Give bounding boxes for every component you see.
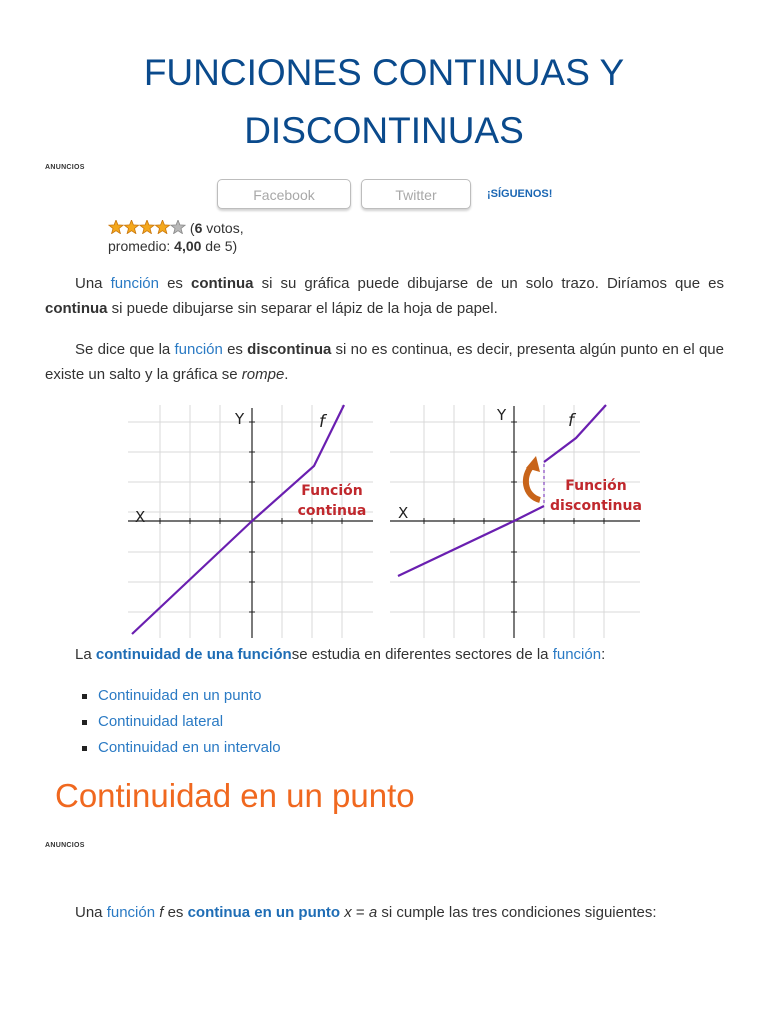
text: si su gráfica puede dibujarse de un solo trazo. Diríamos que es <box>253 275 725 292</box>
function-f-label: f <box>319 412 325 432</box>
ads-label: ANUNCIOS <box>45 842 85 849</box>
text: es <box>158 275 191 292</box>
text: Una <box>75 904 107 921</box>
ads-label: ANUNCIOS <box>45 164 85 171</box>
x-axis-label: X <box>135 508 146 526</box>
y-axis-label: Y <box>235 410 245 428</box>
funcion-link[interactable]: función <box>552 646 602 663</box>
link-continuidad-intervalo[interactable]: Continuidad en un intervalo <box>98 739 281 756</box>
title-line-1: FUNCIONES CONTINUAS Y <box>143 52 625 93</box>
average-value: 4,00 <box>174 238 202 254</box>
text: Se dice que la <box>75 341 175 358</box>
text: = <box>351 904 369 921</box>
average-of: de 5) <box>205 238 238 254</box>
votes-word: votos, <box>206 220 244 236</box>
curve-lower-branch <box>398 506 544 576</box>
paragraph-discontinua <box>45 337 724 387</box>
continuity-types-list <box>80 683 281 761</box>
y-axis-label: Y <box>497 406 507 424</box>
text: La <box>75 646 96 663</box>
continuidad-link[interactable]: continuidad de una función <box>95 646 292 663</box>
text: si cumple las tres condiciones siguientes: <box>377 904 657 921</box>
bold-discontinua: discontinua <box>247 341 332 358</box>
graph-discontinua <box>390 400 650 640</box>
paragraph-punto <box>45 900 724 925</box>
var-f: f <box>159 904 164 921</box>
rating-block: (6 votos, promedio: 4,00 de 5) <box>108 220 244 254</box>
curve-upper-branch <box>544 405 606 462</box>
list-item <box>80 709 281 735</box>
paragraph-continua <box>45 271 724 321</box>
function-f-label: f <box>568 411 574 431</box>
text: Una <box>75 275 111 292</box>
star-filled-icon[interactable] <box>124 220 138 234</box>
funcion-link[interactable]: función <box>174 341 223 358</box>
list-item <box>80 735 281 761</box>
italic-rompe: rompe <box>241 366 285 383</box>
facebook-button[interactable]: Facebook <box>217 179 351 209</box>
var-a: a <box>368 904 378 921</box>
bold-continua-2: continua <box>45 300 108 317</box>
text: . <box>284 366 289 383</box>
page-title <box>0 44 768 160</box>
rating-stars[interactable] <box>108 220 186 238</box>
label-continua: continua <box>297 503 367 519</box>
title-line-2: DISCONTINUAS <box>244 110 524 151</box>
bold-continua: continua <box>191 275 254 292</box>
text: si puede dibujarse sin separar el lápiz de la hoja de papel. <box>107 300 498 317</box>
list-item <box>80 683 281 709</box>
average-label: promedio: <box>108 238 171 254</box>
star-empty-icon[interactable] <box>171 220 185 234</box>
star-filled-icon[interactable] <box>140 220 154 234</box>
text: : <box>601 646 606 663</box>
label-discontinua: discontinua <box>550 498 642 514</box>
graph-continua <box>128 400 378 640</box>
follow-label: ¡SÍGUENOS! <box>487 188 553 200</box>
star-filled-icon[interactable] <box>155 220 169 234</box>
text: si no es continua, es decir, presenta algún punto en el que existe un salto y la gráfica se <box>45 341 724 383</box>
link-continuidad-lateral[interactable]: Continuidad lateral <box>98 713 224 730</box>
link-continuidad-punto[interactable]: Continuidad en un punto <box>98 687 262 704</box>
star-filled-icon[interactable] <box>109 220 123 234</box>
var-x: x <box>344 904 352 921</box>
label-funcion: Función <box>301 483 363 499</box>
text: se estudia en diferentes sectores de la <box>291 646 553 663</box>
twitter-button[interactable]: Twitter <box>361 179 471 209</box>
label-funcion: Función <box>565 478 627 494</box>
paragraph-continuidad <box>45 642 724 667</box>
funcion-link[interactable]: función <box>106 904 156 921</box>
text: es <box>222 341 248 358</box>
funcion-link[interactable]: función <box>110 275 159 292</box>
x-axis-label: X <box>398 504 409 522</box>
text: es <box>163 904 188 921</box>
votes-count: 6 <box>194 220 203 236</box>
bold-continua-en-un-punto: continua en un punto <box>187 904 341 921</box>
section-heading: Continuidad en un punto <box>55 777 415 814</box>
star-icons[interactable] <box>108 220 186 234</box>
